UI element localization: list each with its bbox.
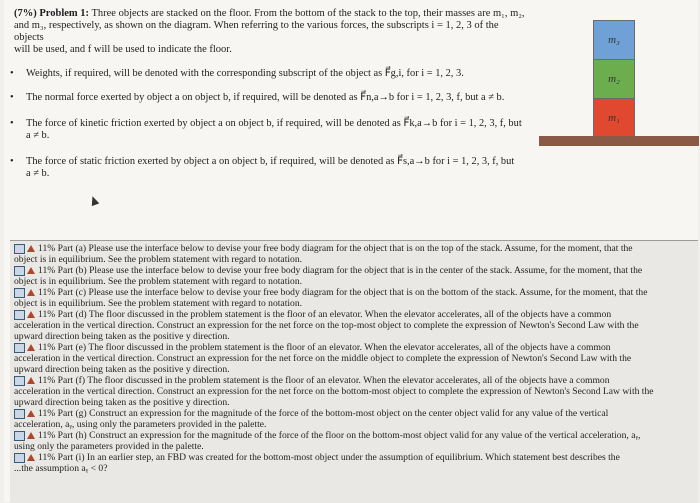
mouse-cursor-icon	[89, 195, 100, 206]
stack-diagram	[536, 0, 698, 160]
problem-page	[4, 0, 698, 502]
part-f-cont-1: acceleration in the vertical direction. Construct an expression for the net force on the bottom-most object to complete the expression of Newton's Second Law with the	[14, 386, 654, 397]
warning-icon	[27, 289, 35, 296]
part-g[interactable]: 11% Part (g) Construct an expression for the magnitude of the force of the bottom-most object on the center object valid for any value of the vertical	[14, 408, 694, 419]
part-icon	[14, 409, 25, 419]
part-icon	[14, 453, 25, 463]
part-e-cont-2: upward direction being taken as the positive y direction.	[14, 364, 230, 375]
part-i-cont: ...the assumption aᵧ < 0?	[14, 463, 108, 474]
warning-icon	[27, 432, 35, 439]
part-c-cont: object is in equilibrium. See the problem statement with regard to notation.	[14, 298, 303, 309]
bullet-kinetic-friction-cont: a ≠ b.	[26, 130, 50, 141]
part-a-cont: object is in equilibrium. See the problem statement with regard to notation.	[14, 254, 303, 265]
part-b-cont: object is in equilibrium. See the problem statement with regard to notation.	[14, 276, 303, 287]
part-c[interactable]: 11% Part (c) Please use the interface below to devise your free body diagram for the object that is on the bottom of the stack. Assume, for the moment, that the	[14, 287, 694, 298]
part-b[interactable]: 11% Part (b) Please use the interface below to devise your free body diagram for the object that is in the center of the stack. Assume, for the moment, that the	[14, 265, 694, 276]
part-icon	[14, 266, 25, 276]
part-icon	[14, 431, 25, 441]
part-i[interactable]: 11% Part (i) In an earlier step, an FBD was created for the bottom-most object under the assumption of equilibrium. Which statement best describes the	[14, 452, 694, 463]
part-g-cont: acceleration, aᵧ, using only the parameters provided in the palette.	[14, 419, 267, 430]
bullet-normal-force: • The normal force exerted by object a on object b, if required, will be denoted as F⃗n,a→b for i = 1, 2, 3, f, but a ≠ b.	[10, 92, 505, 103]
bullet-kinetic-friction: • The force of kinetic friction exerted by object a on object b, if required, will be denoted as F⃗k,a→b for i = 1, 2, 3, f, but	[10, 118, 522, 129]
part-d[interactable]: 11% Part (d) The floor discussed in the problem statement is the floor of an elevator. When the elevator accelerates, all of the objects have a common	[14, 309, 694, 320]
part-icon	[14, 376, 25, 386]
warning-icon	[27, 377, 35, 384]
warning-icon	[27, 311, 35, 318]
warning-icon	[27, 245, 35, 252]
bullet-static-friction-cont: a ≠ b.	[26, 168, 50, 179]
bullet-static-friction: • The force of static friction exerted by object a on object b, if required, will be denoted as F⃗s,a→b for i = 1, 2, 3, f, but	[10, 156, 515, 167]
warning-icon	[27, 410, 35, 417]
part-icon	[14, 310, 25, 320]
part-e[interactable]: 11% Part (e) The floor discussed in the problem statement is the floor of an elevator. When the elevator accelerates, all of the objects have a common	[14, 342, 694, 353]
part-icon	[14, 244, 25, 254]
part-h[interactable]: 11% Part (h) Construct an expression for the magnitude of the force of the floor on the bottom-most object valid for any value of the vertical acceleration, aᵧ,	[14, 430, 694, 441]
part-icon	[14, 343, 25, 353]
part-h-cont: using only the parameters provided in the palette.	[14, 441, 204, 452]
problem-statement	[14, 8, 526, 56]
intro-line-1: Three objects are stacked on the floor. From the bottom of the stack to the top, their masses are m₁, m₂,	[91, 8, 525, 19]
part-f-cont-2: upward direction being taken as the positive y direction.	[14, 397, 230, 408]
warning-icon	[27, 267, 35, 274]
part-e-cont-1: acceleration in the vertical direction. Construct an expression for the net force on the middle object to complete the expression of Newton's Second Law with the	[14, 353, 632, 364]
part-icon	[14, 288, 25, 298]
warning-icon	[27, 344, 35, 351]
problem-label: (7%) Problem 1:	[14, 8, 90, 19]
block-m1: m₁	[593, 98, 635, 138]
part-d-cont-2: upward direction being taken as the positive y direction.	[14, 331, 230, 342]
intro-line-3: will be used, and f will be used to indicate the floor.	[14, 44, 232, 55]
bullet-weights: • Weights, if required, will be denoted with the corresponding subscript of the object as F⃗g,i, for i = 1, 2, 3.	[10, 68, 464, 79]
part-f[interactable]: 11% Part (f) The floor discussed in the problem statement is the floor of an elevator. When the elevator accelerates, all of the objects have a common	[14, 375, 694, 386]
block-m3: m₃	[593, 20, 635, 60]
part-a[interactable]: 11% Part (a) Please use the interface below to devise your free body diagram for the object that is on the top of the stack. Assume, for the moment, that the	[14, 243, 694, 254]
parts-list	[10, 240, 698, 503]
intro-line-2: and m₃, respectively, as shown on the diagram. When referring to the various forces, the subscripts i = 1, 2, 3 of the objects	[14, 20, 499, 43]
warning-icon	[27, 454, 35, 461]
floor	[539, 136, 699, 146]
block-m2: m₂	[593, 59, 635, 99]
part-d-cont-1: acceleration in the vertical direction. Construct an expression for the net force on the top-most object to complete the expression of Newton's Second Law with the	[14, 320, 639, 331]
